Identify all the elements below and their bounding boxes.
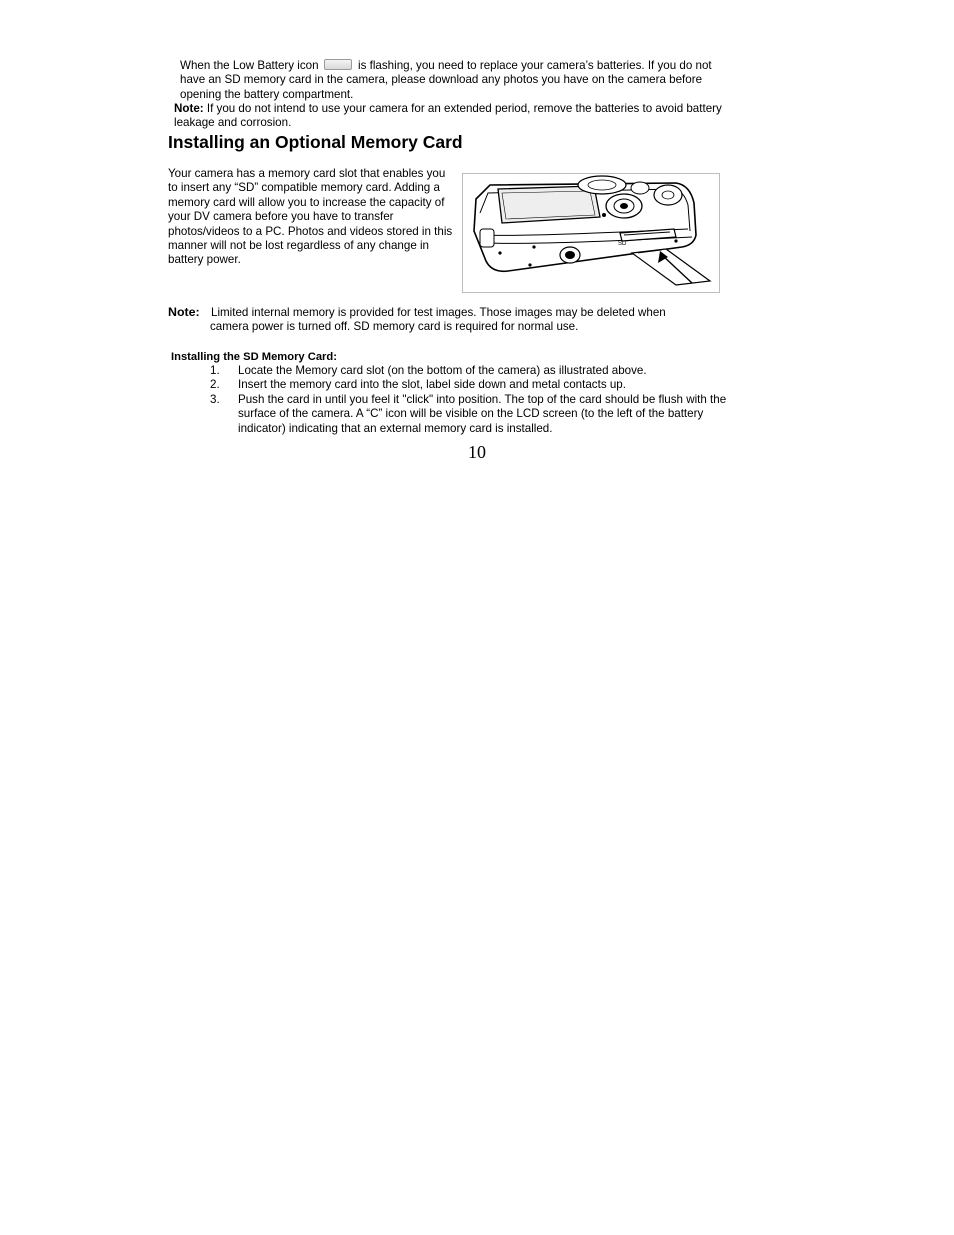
step-number: 2.	[210, 378, 220, 392]
step-text: Push the card in until you feel it "click" into position. The top of the card should be flush with the surface of the camera. A “C” icon will be visible on the LCD screen (to the left of the battery indicator) indicating that an external memory card is installed.	[238, 392, 727, 435]
low-battery-icon	[324, 59, 352, 70]
battery-text-end: is flashing, you need to replace your camera’s batteries. If you do not have an SD memory card in the camera, please download any photos you have on the camera before opening the battery compartment.	[180, 59, 712, 101]
memory-note	[211, 306, 721, 335]
step-text: Locate the Memory card slot (on the bottom of the camera) as illustrated above.	[238, 364, 647, 377]
memory-note-line2: camera power is turned off. SD memory card is required for normal use.	[210, 320, 579, 334]
battery-paragraph	[180, 59, 732, 102]
memory-note-label: Note:	[168, 305, 200, 319]
svg-text:SD: SD	[618, 241, 627, 247]
battery-text-start: When the Low Battery icon	[180, 59, 319, 72]
step-number: 1.	[210, 364, 220, 377]
memory-note-line1: Limited internal memory is provided for test images. Those images may be deleted when	[211, 306, 666, 319]
intro-paragraph: Your camera has a memory card slot that enables you to insert any “SD” compatible memory card. Adding a memory card will allow you to increase the capacity of your DV camera before you have to transfer photos/videos to a PC. Photos and videos stored in this manner will not be lost regardless of any change in battery power.	[168, 167, 453, 267]
camera-illustration	[462, 173, 720, 293]
section-title: Installing an Optional Memory Card	[168, 132, 463, 152]
page-number: 10	[468, 442, 486, 462]
battery-note-text: If you do not intend to use your camera for an extended period, remove the batteries to avoid battery leakage and corrosion.	[174, 102, 722, 130]
step-number: 3.	[210, 392, 220, 406]
step-text: Insert the memory card into the slot, label side down and metal contacts up.	[238, 378, 626, 392]
battery-note	[174, 102, 734, 131]
install-heading: Installing the SD Memory Card:	[171, 351, 337, 363]
camera-sd-slot-drawing	[462, 173, 720, 293]
battery-note-label: Note:	[174, 102, 204, 115]
